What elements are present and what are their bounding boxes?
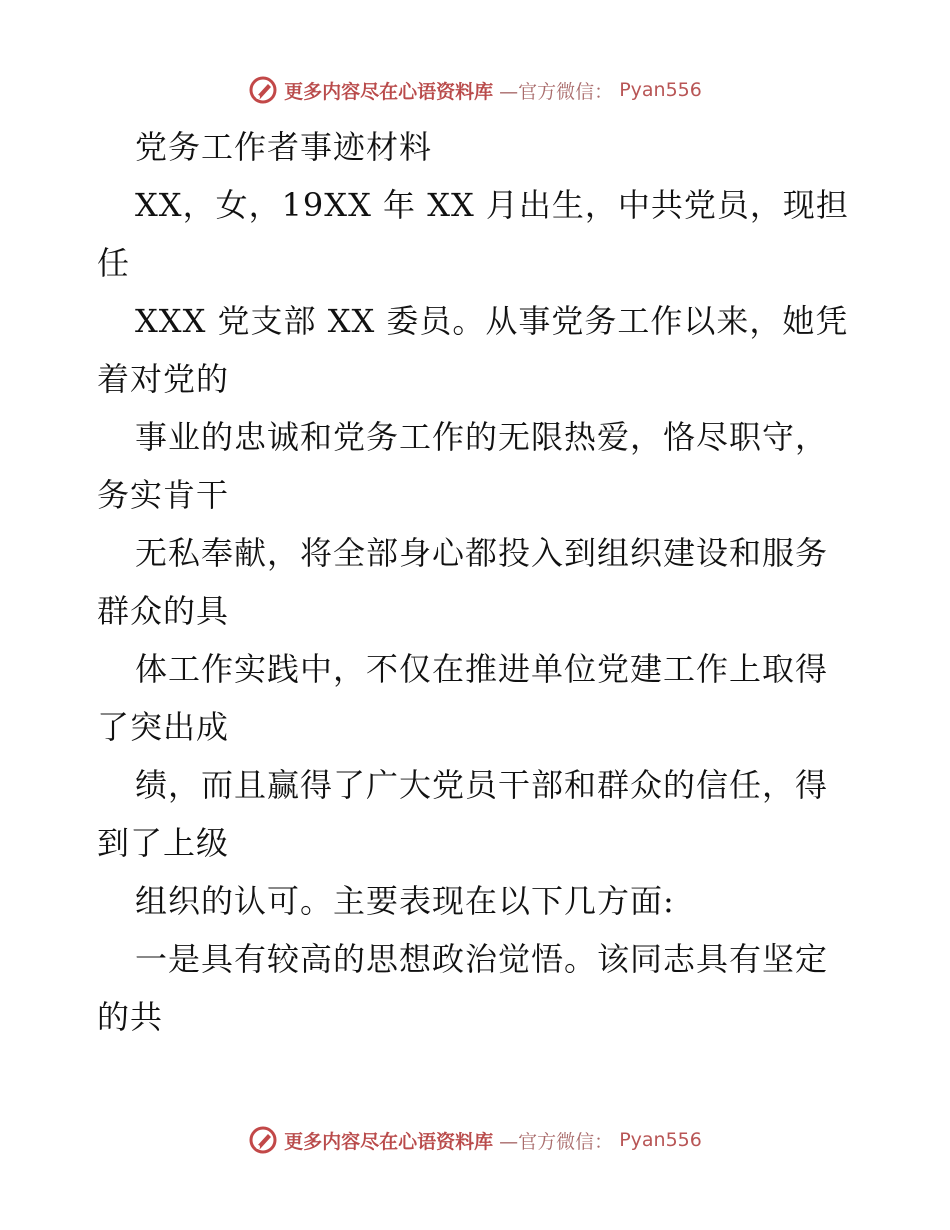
paragraph-line: 事业的忠诚和党务工作的无限热爱，恪尽职守， — [135, 418, 829, 456]
paragraph-line: 的共 — [97, 998, 164, 1036]
paragraph-line: 一是具有较高的思想政治觉悟。该同志具有坚定 — [135, 940, 829, 978]
paragraph-line: XX，女，19XX 年 XX 月出生，中共党员，现担 — [135, 186, 849, 224]
paragraph-line: 无私奉献，将全部身心都投入到组织建设和服务 — [135, 534, 829, 572]
paragraph-line: 务实肯干 — [97, 476, 230, 514]
pen-logo-icon — [248, 75, 278, 105]
paragraph-line: 任 — [97, 244, 131, 282]
document-title: 党务工作者事迹材料 — [135, 128, 433, 166]
paragraph-line: 绩，而且赢得了广大党员干部和群众的信任，得 — [135, 766, 829, 804]
banner-wechat-id: Pyan556 — [619, 79, 702, 101]
header-banner — [0, 74, 950, 106]
document-body — [97, 118, 857, 1046]
paragraph-line: 到了上级 — [97, 824, 230, 862]
banner-sub-text: —官方微信： — [499, 80, 614, 103]
paragraph-line: 了突出成 — [97, 708, 230, 746]
paragraph-line: 组织的认可。主要表现在以下几方面: — [135, 882, 675, 920]
banner-sub-text: —官方微信： — [499, 1130, 614, 1153]
paragraph-line: 体工作实践中，不仅在推进单位党建工作上取得 — [135, 650, 829, 688]
pen-logo-icon — [248, 1125, 278, 1155]
paragraph-line: 群众的具 — [97, 592, 230, 630]
footer-banner — [0, 1124, 950, 1156]
banner-main-text: 更多内容尽在心语资料库 — [284, 80, 494, 103]
paragraph-line: XXX 党支部 XX 委员。从事党务工作以来，她凭 — [135, 302, 849, 340]
banner-wechat-id: Pyan556 — [619, 1129, 702, 1151]
paragraph-line: 着对党的 — [97, 360, 230, 398]
banner-main-text: 更多内容尽在心语资料库 — [284, 1130, 494, 1153]
